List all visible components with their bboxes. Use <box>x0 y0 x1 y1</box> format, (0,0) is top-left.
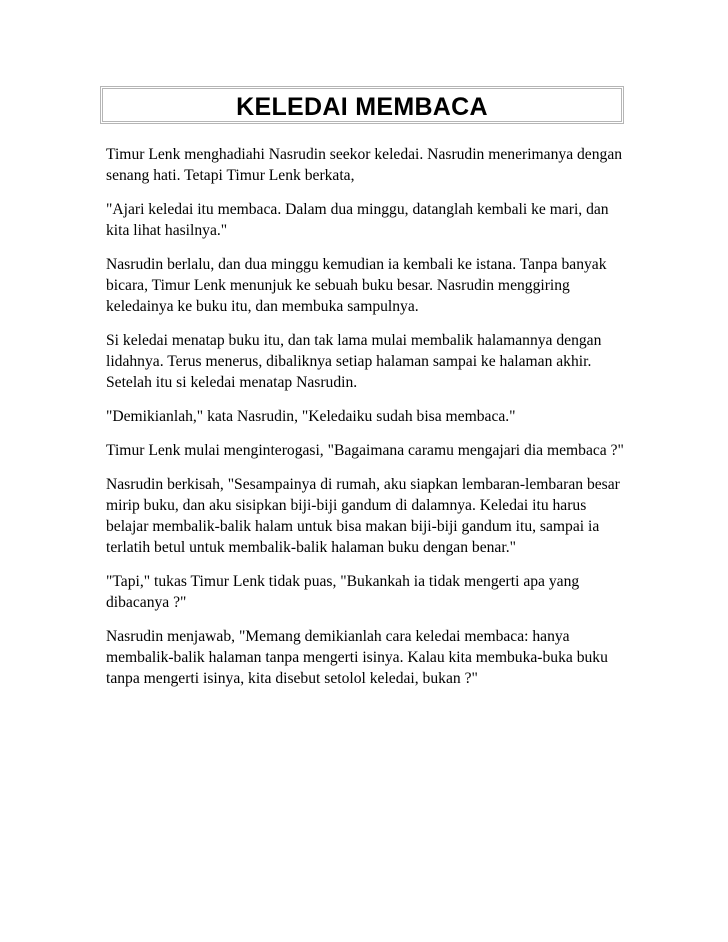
paragraph: "Tapi," tukas Timur Lenk tidak puas, "Bukankah ia tidak mengerti apa yang dibacanya ?" <box>106 573 580 611</box>
title-box <box>100 86 624 124</box>
document-body <box>106 144 626 702</box>
paragraph: Timur Lenk menghadiahi Nasrudin seekor keledai. Nasrudin menerimanya dengan senang hati. Tetapi Timur Lenk berkata, <box>106 146 623 184</box>
paragraph: Timur Lenk mulai menginterogasi, "Bagaimana caramu mengajari dia membaca ?" <box>106 442 624 459</box>
paragraph: Nasrudin berlalu, dan dua minggu kemudian ia kembali ke istana. Tanpa banyak bicara, Timur Lenk menunjuk ke sebuah buku besar. Nasrudin menggiring keledainya ke buku itu, dan membuka sampulnya. <box>106 256 607 315</box>
paragraph: "Demikianlah," kata Nasrudin, "Keledaiku sudah bisa membaca." <box>106 408 516 425</box>
paragraph: Nasrudin berkisah, "Sesampainya di rumah, aku siapkan lembaran-lembaran besar mirip buku, dan aku sisipkan biji-biji gandum di dalamnya. Keledai itu harus belajar membalik-balik halam untuk bisa makan biji-biji gandum itu, sampai ia terlatih betul untuk membalik-balik halaman buku dengan benar." <box>106 476 620 556</box>
paragraph: Si keledai menatap buku itu, dan tak lama mulai membalik halamannya dengan lidahnya. Terus menerus, dibaliknya setiap halaman sampai ke halaman akhir. Setelah itu si keledai menatap Nasrudin. <box>106 332 602 391</box>
document-title: KELEDAI MEMBACA <box>236 93 488 121</box>
paragraph: "Ajari keledai itu membaca. Dalam dua minggu, datanglah kembali ke mari, dan kita lihat hasilnya." <box>106 201 609 239</box>
paragraph: Nasrudin menjawab, "Memang demikianlah cara keledai membaca: hanya membalik-balik halaman tanpa mengerti isinya. Kalau kita membuka-buka buku tanpa mengerti isinya, kita disebut setolol keledai, bukan ?" <box>106 628 608 687</box>
